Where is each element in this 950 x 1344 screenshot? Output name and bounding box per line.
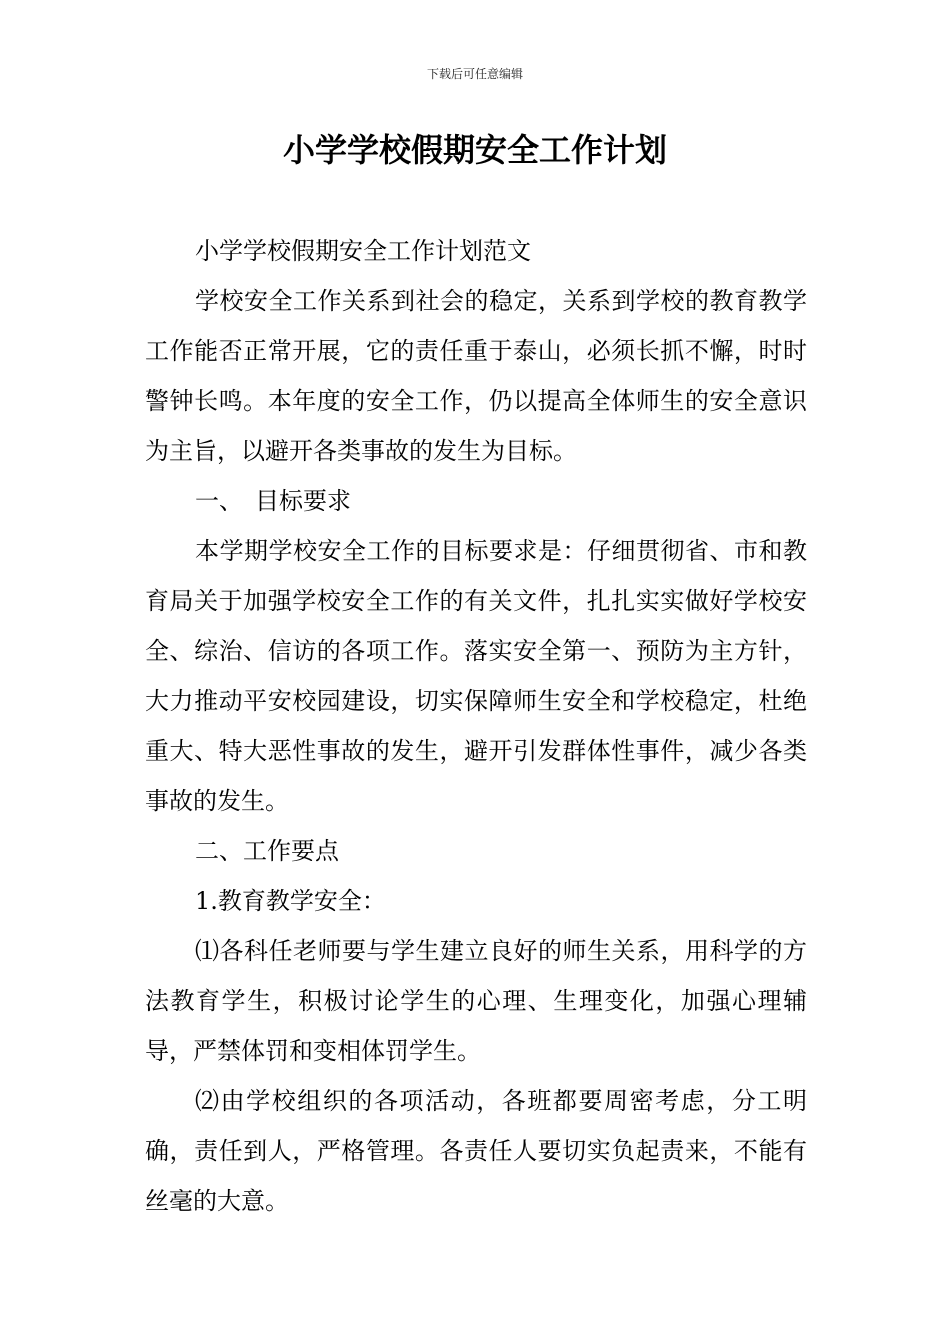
- paragraph-item-1: ⑴各科任老师要与学生建立良好的师生关系，用科学的方法教育学生，积极讨论学生的心理、生理变化，加强心理辅导，严禁体罚和变相体罚学生。: [145, 937, 807, 1065]
- paragraph-item-2: ⑵由学校组织的各项活动，各班都要周密考虑，分工明确，责任到人，严格管理。各责任人要切实负起责来，不能有丝毫的大意。: [145, 1087, 807, 1215]
- document-body: [145, 226, 807, 1226]
- section-heading-goals: 一、 目标要求: [195, 487, 351, 515]
- section-heading-work-points: 二、工作要点: [195, 837, 339, 865]
- paragraph-subtitle: 小学学校假期安全工作计划范文: [195, 237, 531, 265]
- subheading-teaching-safety: 1.教育教学安全：: [195, 887, 386, 915]
- header-note: 下载后可任意编辑: [426, 67, 523, 81]
- paragraph-goals: 本学期学校安全工作的目标要求是：仔细贯彻省、市和教育局关于加强学校安全工作的有关文件，扎扎实实做好学校安全、综治、信访的各项工作。落实安全第一、预防为主方针，大力推动平安校园建设，切实保障师生安全和学校稳定，杜绝重大、特大恶性事故的发生，避开引发群体性事件，减少各类事故的发生。: [145, 537, 807, 815]
- paragraph-intro: 学校安全工作关系到社会的稳定，关系到学校的教育教学工作能否正常开展，它的责任重于泰山，必须长抓不懈，时时警钟长鸣。本年度的安全工作，仍以提高全体师生的安全意识为主旨，以避开各类事故的发生为目标。: [145, 287, 807, 465]
- document-title: 小学学校假期安全工作计划: [282, 131, 667, 169]
